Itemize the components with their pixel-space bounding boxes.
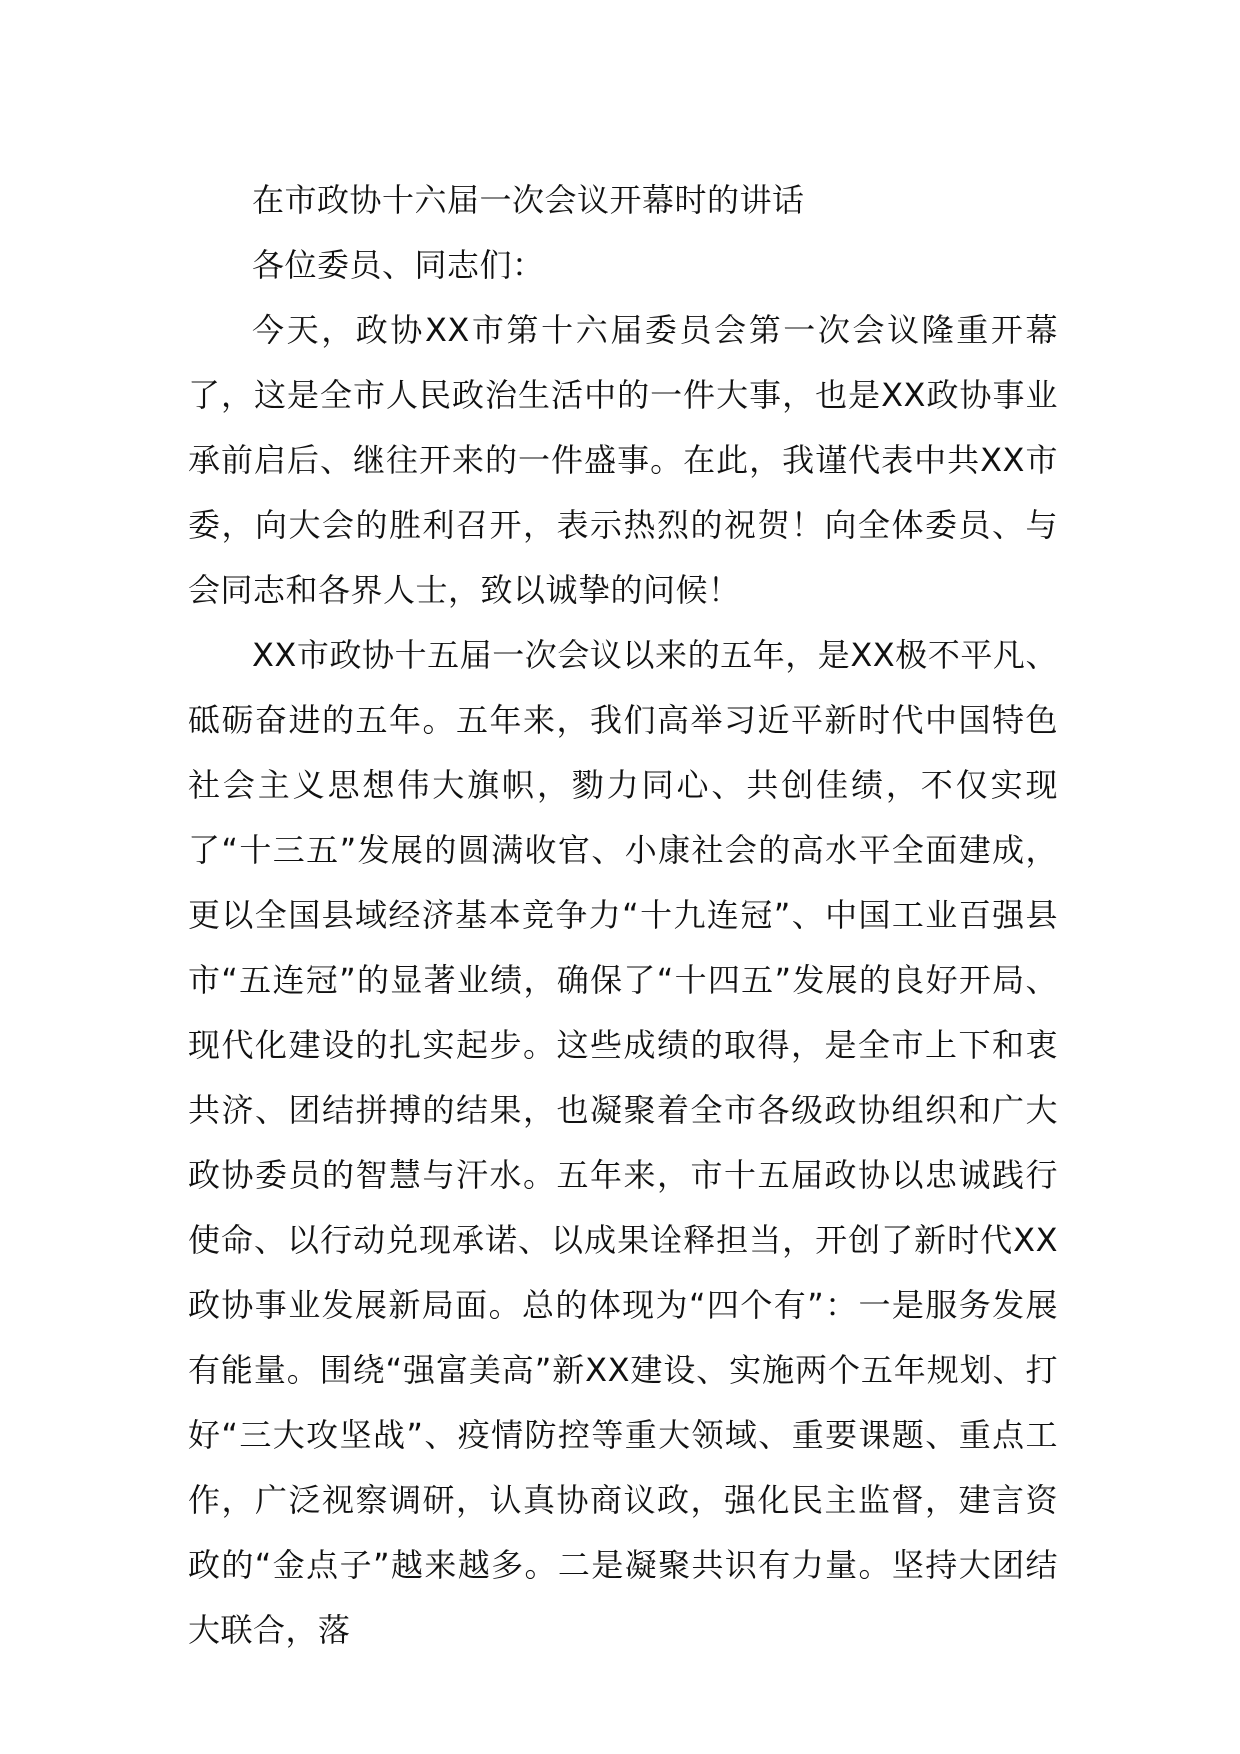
paragraph-opening: 今天，政协XX市第十六届委员会第一次会议隆重开幕了，这是全市人民政治生活中的一件大事，也是XX政协事业承前启后、继往开来的一件盛事。在此，我谨代表中共XX市委，向大会的胜利召开，表示热烈的祝贺！向全体委员、与会同志和各界人士，致以诚挚的问候！ xyxy=(188,311,1058,609)
paragraph-review: XX市政协十五届一次会议以来的五年，是XX极不平凡、砥砺奋进的五年。五年来，我们高举习近平新时代中国特色社会主义思想伟大旗帜，勠力同心、共创佳绩，不仅实现了“十三五”发展的圆满收官、小康社会的高水平全面建成，更以全国县域经济基本竞争力“十九连冠”、中国工业百强县市“五连冠”的显著业绩，确保了“十四五”发展的良好开局、现代化建设的扎实起步。这些成绩的取得，是全市上下和衷共济、团结拼搏的结果，也凝聚着全市各级政协组织和广大政协委员的智慧与汗水。五年来，市十五届政协以忠诚践行使命、以行动兑现承诺、以成果诠释担当，开创了新时代XX政协事业发展新局面。总的体现为“四个有”：一是服务发展有能量。围绕“强富美高”新XX建设、实施两个五年规划、打好“三大攻坚战”、疫情防控等重大领域、重要课题、重点工作，广泛视察调研，认真协商议政，强化民主监督，建言资政的“金点子”越来越多。二是凝聚共识有力量。坚持大团结大联合，落 xyxy=(188,636,1058,1649)
document-body xyxy=(188,168,1058,1663)
document-title: 在市政协十六届一次会议开幕时的讲话 xyxy=(252,181,805,219)
salutation: 各位委员、同志们： xyxy=(252,246,545,284)
